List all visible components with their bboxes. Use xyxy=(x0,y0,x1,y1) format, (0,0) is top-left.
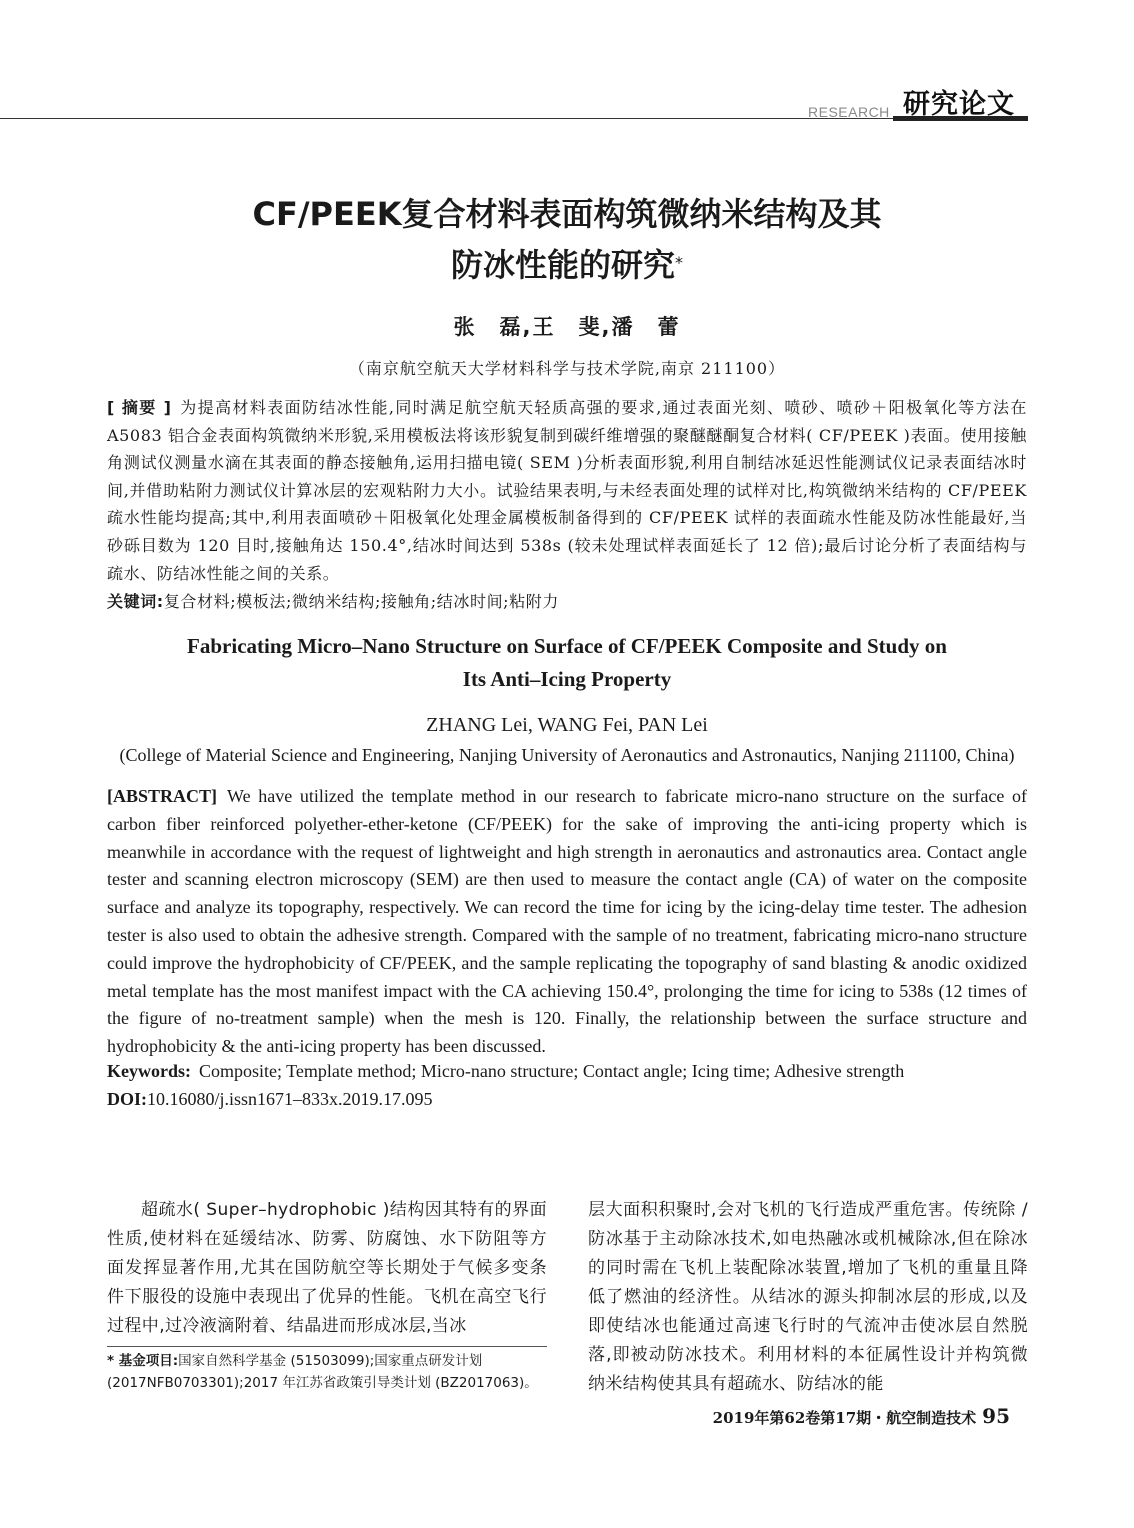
section-label-en: RESEARCH xyxy=(808,104,890,120)
keywords-en xyxy=(107,1061,1027,1082)
keywords-en-label: Keywords: xyxy=(107,1061,191,1081)
journal-info: 2019年第62卷第17期・航空制造技术 xyxy=(712,1409,977,1427)
title-cn-line2 xyxy=(100,237,1034,293)
page-footer xyxy=(680,1404,1010,1428)
fund-footnote-mark: * xyxy=(675,253,683,272)
title-cn-line1: CF/PEEK复合材料表面构筑微纳米结构及其 xyxy=(252,195,882,233)
doi xyxy=(107,1089,1027,1110)
title-en-line1: Fabricating Micro–Nano Structure on Surface of CF/PEEK Composite and Study on xyxy=(187,634,947,658)
footnote-text: 国家自然科学基金 (51503099);国家重点研发计划 (2017NFB0703301);2017 年江苏省政策引导类计划 (BZ2017063)。 xyxy=(107,1353,538,1391)
doi-text: 10.16080/j.issn1671–833x.2019.17.095 xyxy=(147,1089,433,1109)
keywords-cn-text: 复合材料;模板法;微纳米结构;接触角;结冰时间;粘附力 xyxy=(163,592,559,611)
authors-cn: 张 磊,王 斐,潘 蕾 xyxy=(453,315,681,339)
authors-en: ZHANG Lei, WANG Fei, PAN Lei xyxy=(426,714,708,736)
section-label-cn: 研究论文 xyxy=(903,89,1015,120)
footnote xyxy=(107,1350,547,1394)
abstract-cn-label: [ 摘要 ] xyxy=(107,398,172,417)
doi-label: DOI: xyxy=(107,1089,147,1109)
body-column-left: 超疏水( Super–hydrophobic )结构因其特有的界面性质,使材料在延缓结冰、防雾、防腐蚀、水下防阻等方面发挥显著作用,尤其在国防航空等长期处于气候多变条件下服役的设施中表现出了优异的性能。飞机在高空飞行过程中,过冷液滴附着、结晶进而形成冰层,当冰 xyxy=(107,1200,547,1336)
abstract-en-text: We have utilized the template method in our research to fabricate micro-nano structure on the surface of carbon fiber reinforced polyether-ether-ketone (CF/PEEK) for the sake of improving the anti-icing property which is meanwhile in accordance with the request of lightweight and high strength in aeronautics and astronautics area. Contact angle tester and scanning electron microscopy (SEM) are then used to measure the contact angle (CA) of water on the composite surface and analyze its topography, respectively. We can record the time for icing by the icing-delay time tester. The adhesion tester is also used to obtain the adhesive strength. Compared with the sample of no treatment, fabricating micro-nano structure could improve the hydrophobicity of CF/PEEK, and the sample replicating the topography of sand blasting & anodic oxidized metal template has the most manifest impact with the CA achieving 150.4°, prolonging the time for icing to 538s (12 times of the figure of no-treatment sample) when the mesh is 120. Finally, the relationship between the surface structure and hydrophobicity & the anti-icing property has been discussed. xyxy=(107,786,1027,1057)
keywords-cn xyxy=(107,589,1027,612)
affiliation-en: (College of Material Science and Engineering, Nanjing University of Aeronautics and Astronautics, Nanjing 211100, China) xyxy=(119,745,1015,765)
abstract-cn xyxy=(107,394,1027,587)
affiliation-cn: （南京航空航天大学材料科学与技术学院,南京 211100） xyxy=(348,359,786,378)
footnote-rule xyxy=(107,1346,547,1347)
page-number: 95 xyxy=(982,1404,1010,1428)
abstract-en-label: [ABSTRACT] xyxy=(107,786,218,806)
abstract-cn-text: 为提高材料表面防结冰性能,同时满足航空航天轻质高强的要求,通过表面光刻、喷砂、喷砂＋阳极氧化等方法在 A5083 铝合金表面构筑微纳米形貌,采用模板法将该形貌复制到碳纤维增强的聚醚醚酮复合材料( CF/PEEK )表面。使用接触角测试仪测量水滴在其表面的静态接触角,运用扫描电镜( SEM )分析表面形貌,利用自制结冰延迟性能测试仪记录表面结冰时间,并借助粘附力测试仪计算冰层的宏观粘附力大小。试验结果表明,与未经表面处理的试样对比,构筑微纳米结构的 CF/PEEK 疏水性能均提高;其中,利用表面喷砂＋阳极氧化处理金属模板制备得到的 CF/PEEK 试样的表面疏水性能及防冰性能最好,当砂砾目数为 120 目时,接触角达 150.4°,结冰时间达到 538s (较未处理试样表面延长了 12 倍);最后讨论分析了表面结构与疏水、防结冰性能之间的关系。 xyxy=(107,398,1027,583)
title-en-line2: Its Anti–Icing Property xyxy=(462,667,672,691)
title-cn-text: 防冰性能的研究 xyxy=(450,246,675,284)
abstract-en xyxy=(107,783,1027,1061)
body-column-right: 层大面积积聚时,会对飞机的飞行造成严重危害。传统除 / 防冰基于主动除冰技术,如电热融冰或机械除冰,但在除冰的同时需在飞机上装配除冰装置,增加了飞机的重量且降低了燃油的经济性。从结冰的源头抑制冰层的形成,以及即使结冰也能通过高速飞行时的气流冲击使冰层自然脱落,即被动防冰技术。利用材料的本征属性设计并构筑微纳米结构使其具有超疏水、防结冰的能 xyxy=(588,1200,1028,1394)
keywords-cn-label: 关键词: xyxy=(107,592,164,611)
keywords-en-text: Composite; Template method; Micro-nano structure; Contact angle; Icing time; Adhesive strength xyxy=(199,1061,905,1081)
footnote-label: * 基金项目: xyxy=(107,1353,179,1369)
